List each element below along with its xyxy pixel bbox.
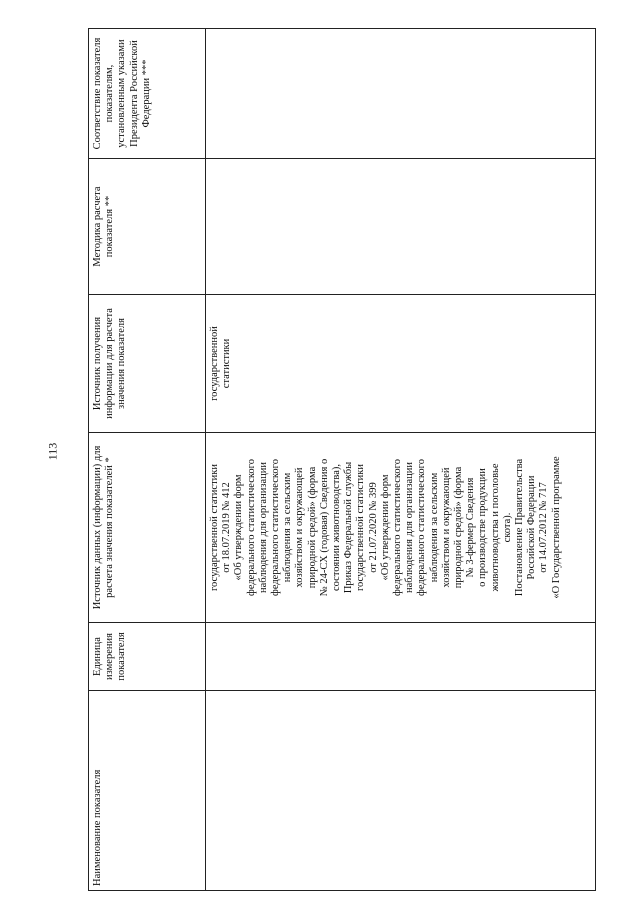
header-data-source: Источник данных (информации) для расчета значения показателей * — [89, 433, 206, 623]
cell-info-source: государственной статистики — [206, 295, 596, 433]
page-number: 113 — [45, 442, 60, 461]
header-info-source: Источник получения информации для расчета значения показателя — [89, 295, 206, 433]
cell-correspondence — [206, 29, 596, 159]
cell-indicator-name — [206, 691, 596, 891]
table-header-row — [89, 29, 206, 891]
cell-data-source: государственной статистики от 18.07.2019 № 412 «Об утверждении форм федерального статистического наблюдения для организации федерального статистического наблюдения за сельским хозяйством и окружающей природной средой» (форма № 24-СХ (годовая) Сведения о состоянии животноводства), Приказ Федеральной службы государственной статистики от 21.07.2020 № 399 «Об утверждении форм федерального статистического наблюдения для организации федерального статистического наблюдения за сельским хозяйством и окружающей природной средой» (форма № 3-фермер Сведения о производстве продукции животноводства и поголовье скота). Постановление Правительства Российской Федерации от 14.07.2012 № 717 «О Государственной программе — [206, 433, 596, 623]
header-indicator-name: Наименование показателя — [89, 691, 206, 891]
table-row — [206, 29, 596, 891]
cell-unit — [206, 623, 596, 691]
rotated-table-wrapper — [88, 29, 596, 891]
header-unit: Единица измерения показателя — [89, 623, 206, 691]
cell-method — [206, 159, 596, 295]
indicator-table — [88, 28, 596, 891]
header-method: Методика расчета показателя ** — [89, 159, 206, 295]
header-correspondence: Соответствие показателя показателям, установленным указами Президента Российской Федерации *** — [89, 29, 206, 159]
